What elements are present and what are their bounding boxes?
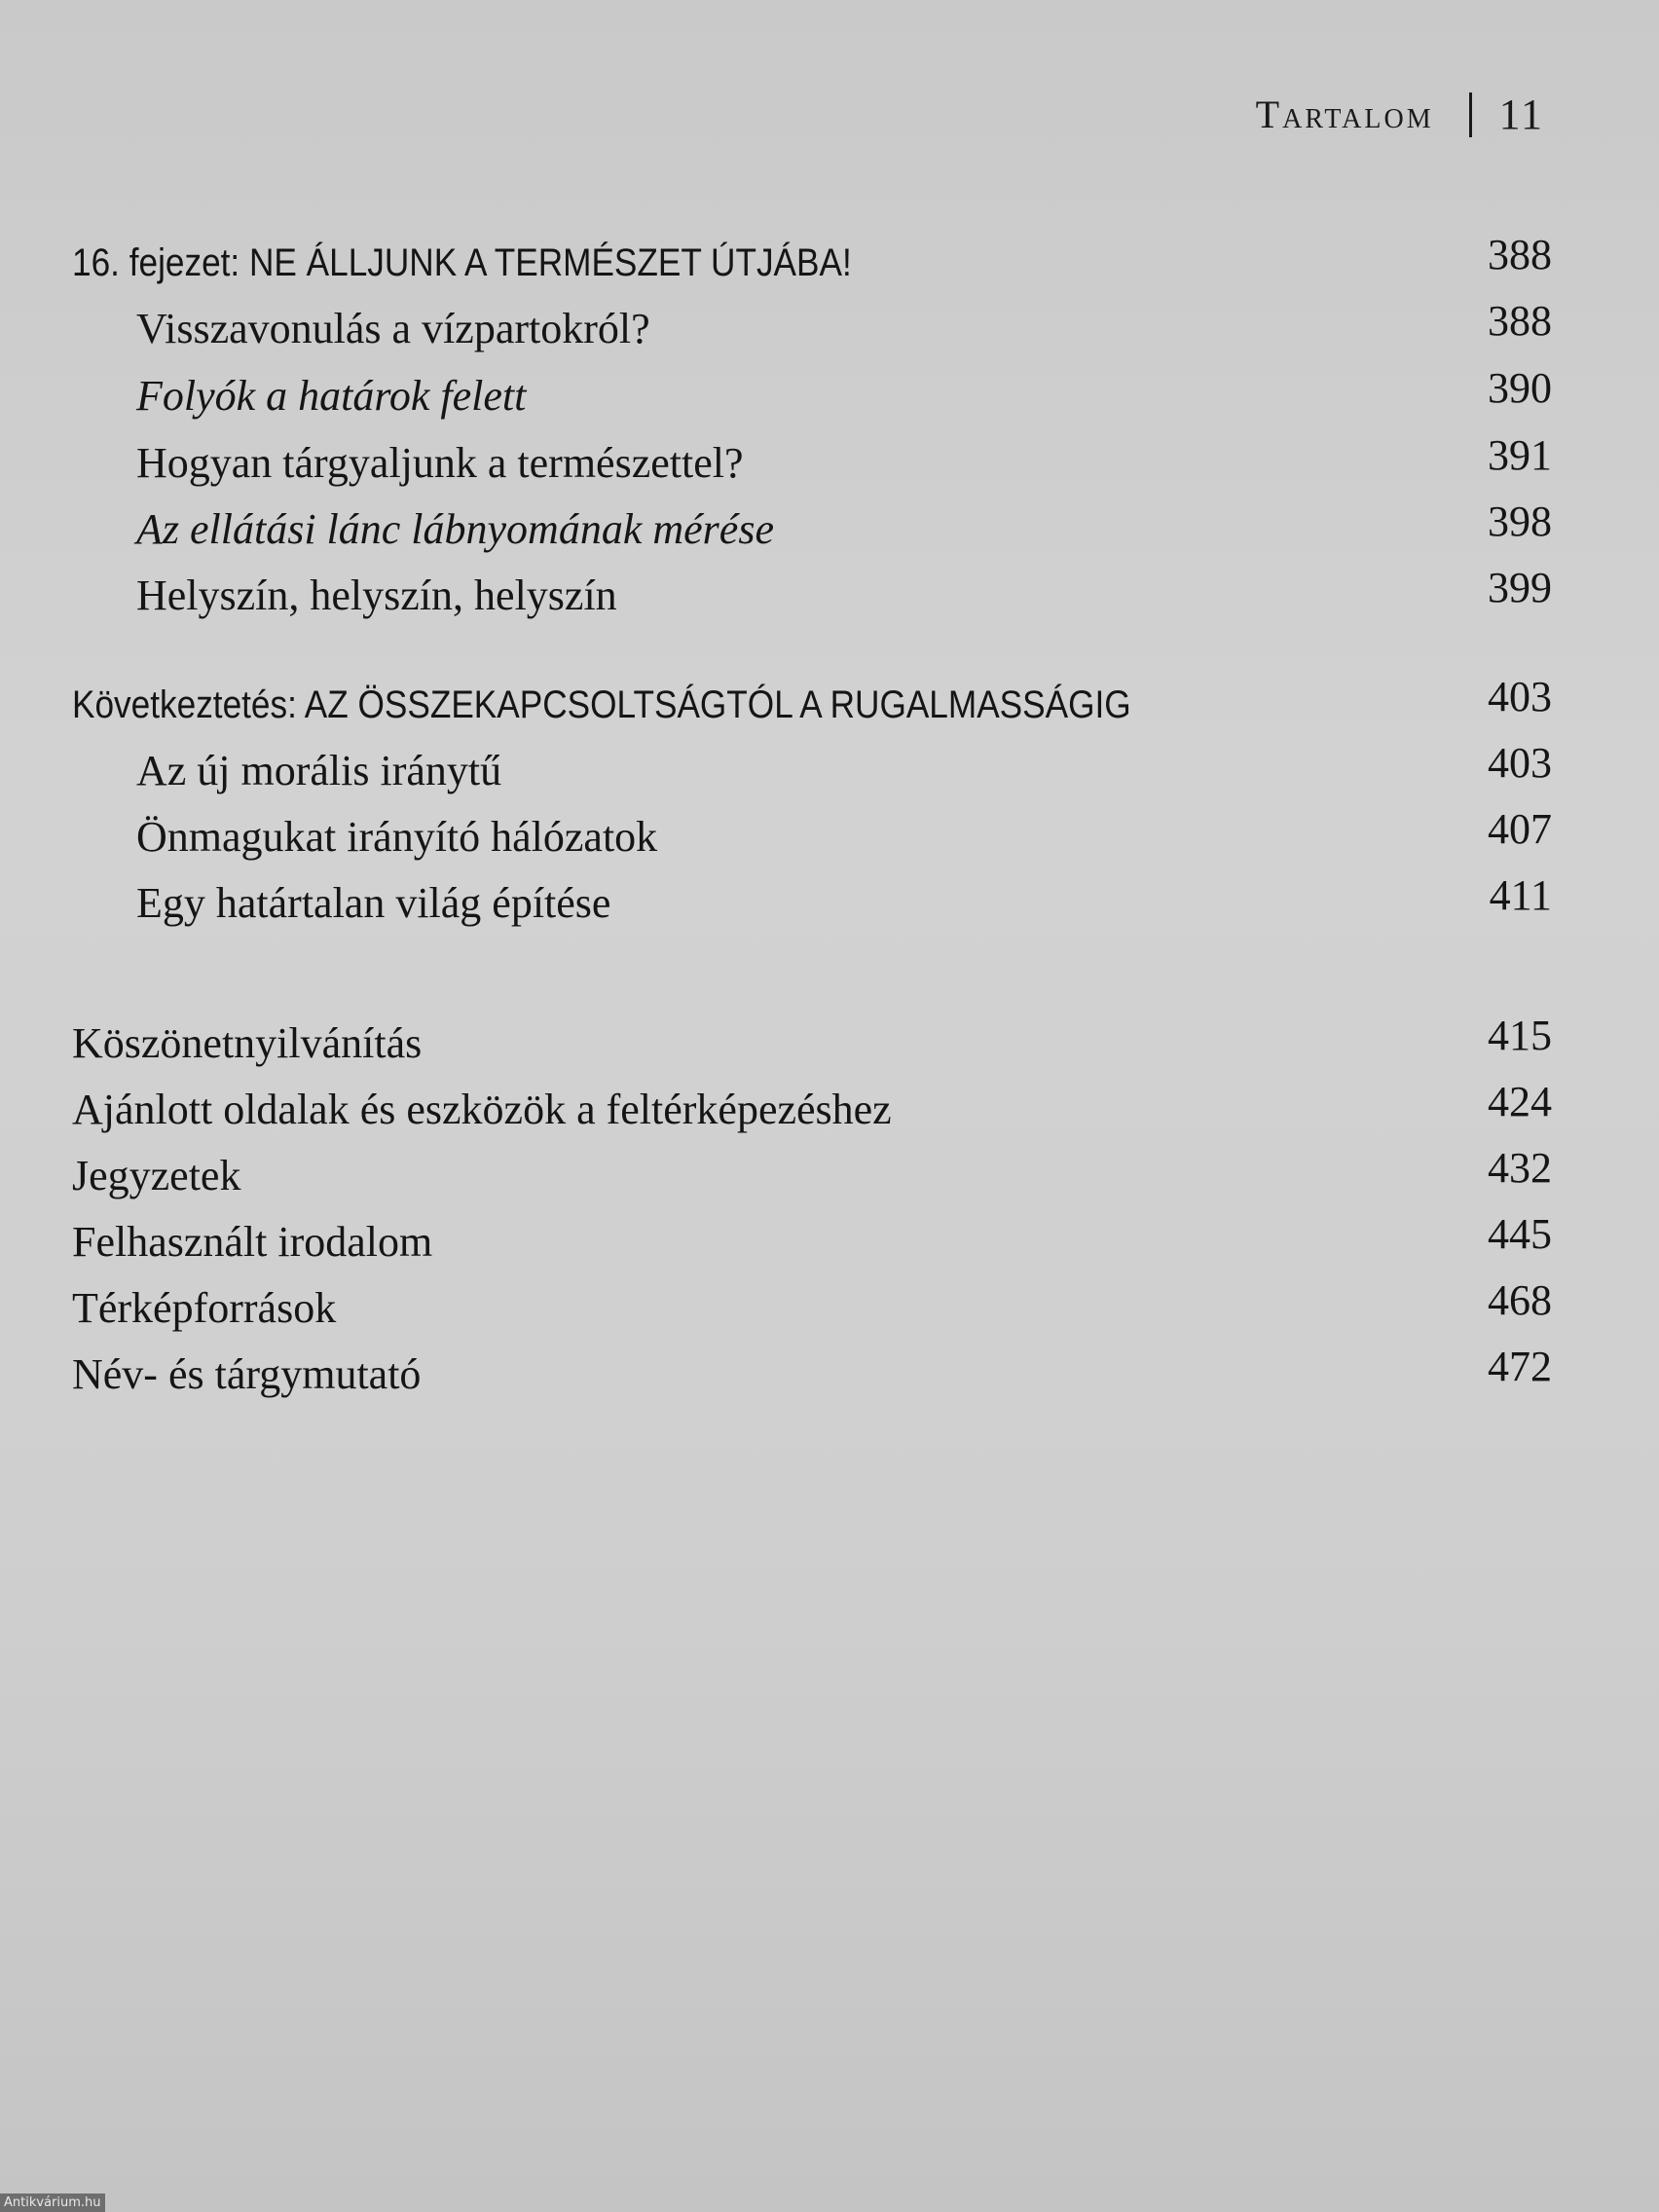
toc-page-number: 388 xyxy=(1488,231,1552,278)
toc-entry xyxy=(0,871,1659,933)
toc-page-number: 399 xyxy=(1488,564,1552,611)
toc-entry-label: Egy határtalan világ építése xyxy=(136,879,611,927)
toc-entry-label: Jegyzetek xyxy=(72,1152,241,1199)
toc-entry-label: Folyók a határok felett xyxy=(136,372,527,420)
toc-entry-label: Ajánlott oldalak és eszközök a feltérképezéshez xyxy=(72,1086,892,1133)
toc-back-matter-item xyxy=(0,1144,1659,1205)
running-header-page-number: 11 xyxy=(1498,91,1544,138)
toc-back-matter-item xyxy=(0,1014,1659,1073)
watermark: Antikvárium.hu xyxy=(0,2194,105,2212)
toc-entry-label: Helyszín, helyszín, helyszín xyxy=(136,571,617,619)
toc-entry xyxy=(0,297,1659,358)
toc-page-number: 407 xyxy=(1488,805,1552,853)
toc-chapter-conclusion xyxy=(0,673,1659,734)
toc-entry-label: Térképforrások xyxy=(72,1284,337,1332)
toc-entry-label: Önmagukat irányító hálózatok xyxy=(136,813,658,861)
toc-entry xyxy=(0,564,1659,625)
toc-entry xyxy=(0,739,1659,800)
toc-page-number: 468 xyxy=(1488,1276,1552,1324)
toc-entry-label: Köszönetnyilvánítás xyxy=(72,1019,423,1067)
toc-chapter-16 xyxy=(0,231,1659,292)
toc-entry xyxy=(0,431,1659,493)
toc-chapter-label: Következtetés: AZ ÖSSZEKAPCSOLTSÁGTÓL A RUGALMASSÁGIG xyxy=(72,683,1131,726)
toc-entry-label: Visszavonulás a vízpartokról? xyxy=(136,305,650,352)
toc-back-matter-item xyxy=(0,1343,1659,1404)
toc-page-number: 391 xyxy=(1488,431,1552,479)
toc-page-number: 424 xyxy=(1488,1078,1552,1125)
toc-page-number: 445 xyxy=(1488,1210,1552,1258)
toc-page-number: 415 xyxy=(1488,1012,1552,1059)
toc-page-number: 388 xyxy=(1488,297,1552,345)
toc-back-matter-item xyxy=(0,1078,1659,1139)
toc-back-matter-item xyxy=(0,1276,1659,1338)
toc-page-number: 390 xyxy=(1488,364,1552,412)
toc-entry xyxy=(0,805,1659,866)
toc-page-number: 398 xyxy=(1488,498,1552,545)
toc-entry-label: Felhasznált irodalom xyxy=(72,1218,433,1266)
toc-page-number: 403 xyxy=(1488,673,1552,720)
toc-chapter-label: 16. fejezet: NE ÁLLJUNK A TERMÉSZET ÚTJÁBA! xyxy=(72,241,852,284)
toc-entry xyxy=(0,500,1659,559)
toc-entry-label: Név- és tárgymutató xyxy=(72,1350,422,1398)
toc-page-number: 432 xyxy=(1488,1144,1552,1192)
toc-entry-label: Hogyan tárgyaljunk a természettel? xyxy=(136,439,744,487)
toc-entry-label: Az ellátási lánc lábnyomának mérése xyxy=(136,505,774,553)
toc-back-matter-item xyxy=(0,1210,1659,1272)
running-header-title: Tartalom xyxy=(1255,92,1434,136)
toc-page-number: 403 xyxy=(1488,739,1552,787)
header-divider xyxy=(1469,92,1472,137)
toc-entry-label: Az új morális iránytű xyxy=(136,747,502,794)
toc-page-number: 472 xyxy=(1488,1343,1552,1390)
toc-page-number: 411 xyxy=(1489,871,1552,919)
toc-entry xyxy=(0,364,1659,425)
running-header xyxy=(1256,90,1544,139)
